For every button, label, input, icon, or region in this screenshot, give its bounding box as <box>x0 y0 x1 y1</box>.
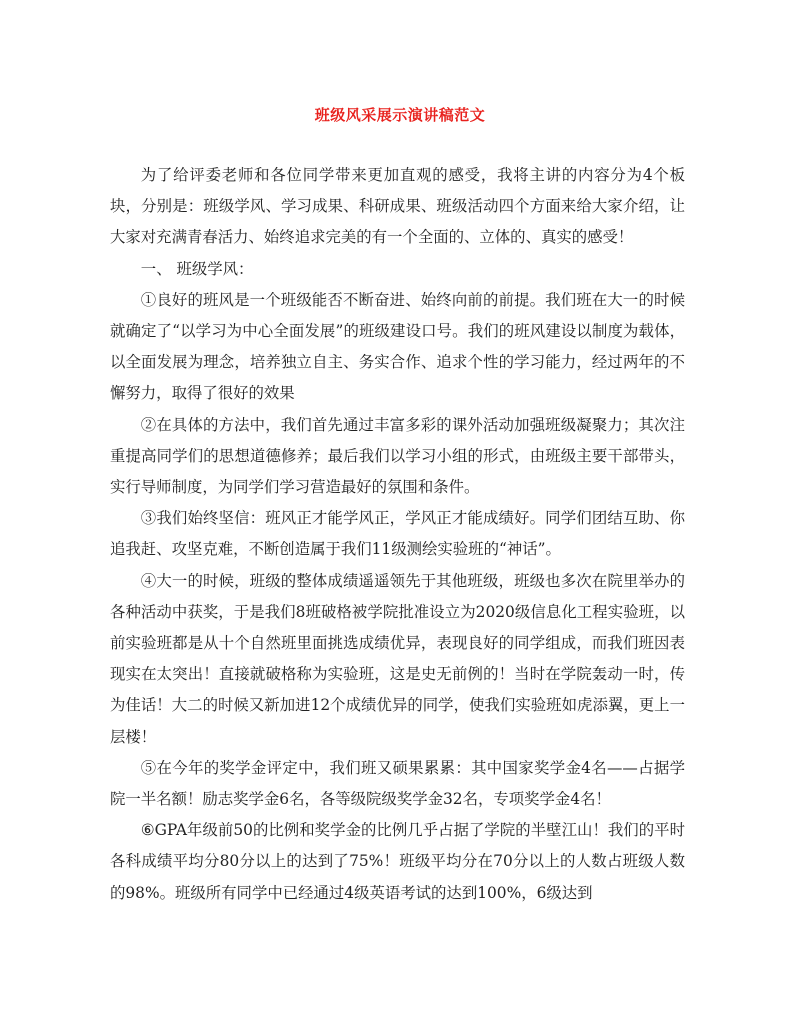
body-paragraph: ②在具体的方法中，我们首先通过丰富多彩的课外活动加强班级凝聚力；其次注重提高同学们的思想道德修养；最后我们以学习小组的形式，由班级主要干部带头，实行导师制度，为同学们学习营造最好的氛围和条件。 <box>110 415 685 497</box>
document-body <box>110 160 685 909</box>
body-paragraph: ①良好的班风是一个班级能否不断奋进、始终向前的前提。我们班在大一的时候就确定了“以学习为中心全面发展”的班级建设口号。我们的班风建设以制度为载体，以全面发展为理念，培养独立自主、务实合作、追求个性的学习能力，经过两年的不懈努力，取得了很好的效果 <box>110 290 685 403</box>
body-paragraph: ④大一的时候，班级的整体成绩遥遥领先于其他班级，班级也多次在院里举办的各种活动中获奖，于是我们8班破格被学院批准设立为2020级信息化工程实验班，以前实验班都是从十个自然班里面挑选成绩优异，表现良好的同学组成，而我们班因表现实在太突出！直接就破格称为实验班，这是史无前例的！当时在学院轰动一时，传为佳话！大二的时候又新加进12个成绩优异的同学，使我们实验班如虎添翼，更上一层楼！ <box>110 571 685 746</box>
intro-paragraph: 为了给评委老师和各位同学带来更加直观的感受，我将主讲的内容分为4个板块，分别是：班级学风、学习成果、科研成果、班级活动四个方面来给大家介绍，让大家对充满青春活力、始终追求完美的有一个全面的、立体的、真实的感受！ <box>110 166 685 247</box>
body-paragraph: ⑥GPA年级前50的比例和奖学金的比例几乎占据了学院的半壁江山！我们的平时各科成绩平均分80分以上的达到了75%！班级平均分在70分以上的人数占班级人数的98%。班级所有同学中已经通过4级英语考试的达到100%，6级达到 <box>110 821 685 902</box>
body-paragraph: ③我们始终坚信：班风正才能学风正，学风正才能成绩好。同学们团结互助、你追我赶、攻坚克难，不断创造属于我们11级测绘实验班的“神话”。 <box>110 509 685 559</box>
document-title: 班级风采展示演讲稿范文 <box>314 106 486 124</box>
section-heading: 一、 班级学风： <box>140 259 254 278</box>
body-paragraph: ⑤在今年的奖学金评定中，我们班又硕果累累：其中国家奖学金4名——占据学院一半名额！励志奖学金6名，各等级院级奖学金32名，专项奖学金4名！ <box>110 758 685 809</box>
